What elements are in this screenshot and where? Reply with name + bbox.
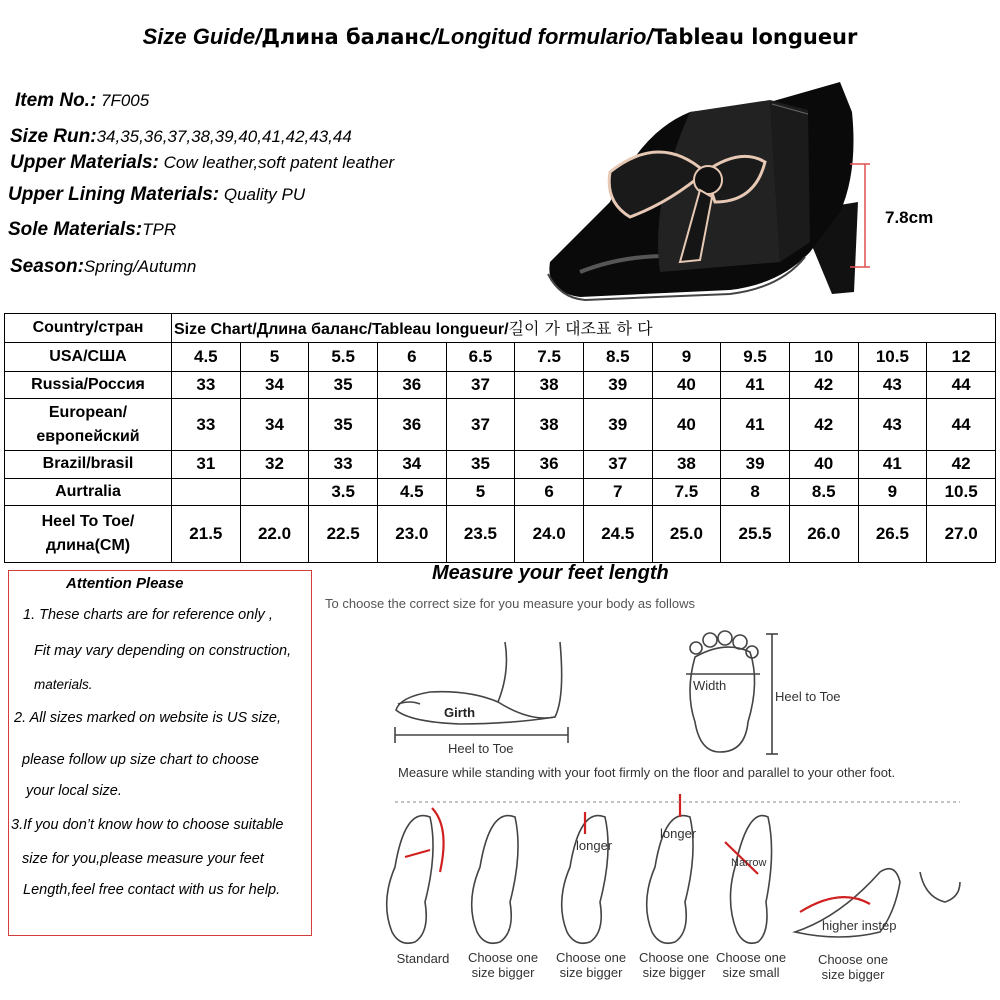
country-cell: Heel To Toe/длина(CM)	[5, 506, 172, 563]
size-cell: 36	[377, 399, 446, 450]
season: Season:Spring/Autumn	[10, 256, 197, 277]
measure-subtitle: To choose the correct size for you measure your body as follows	[325, 596, 695, 611]
size-cell: 7	[583, 478, 652, 506]
size-cell: 9.5	[721, 342, 790, 371]
size-cell: 24.0	[515, 506, 584, 563]
caption-standard: Standard	[396, 951, 450, 966]
attention-line: Fit may vary depending on construction,	[34, 643, 292, 659]
size-cell: 41	[721, 399, 790, 450]
size-cell: 38	[515, 371, 584, 399]
size-cell: 40	[652, 371, 721, 399]
heel-to-toe-top-label: Heel to Toe	[775, 689, 841, 704]
size-cell: 41	[721, 371, 790, 399]
size-run: Size Run:34,35,36,37,38,39,40,41,42,43,44	[10, 126, 352, 147]
attention-line: 1. These charts are for reference only ,	[23, 607, 273, 623]
size-cell: 27.0	[927, 506, 996, 563]
table-row	[5, 478, 996, 506]
size-cell: 32	[240, 450, 309, 478]
country-cell: Aurtralia	[5, 478, 172, 506]
size-cell: 8.5	[789, 478, 858, 506]
size-cell: 10.5	[927, 478, 996, 506]
size-cell: 12	[927, 342, 996, 371]
size-cell: 9	[652, 342, 721, 371]
measure-title: Measure your feet length	[432, 562, 669, 584]
size-cell: 42	[789, 399, 858, 450]
size-cell: 25.5	[721, 506, 790, 563]
caption-choose-bigger: Choose one size bigger	[817, 952, 889, 982]
size-cell: 24.5	[583, 506, 652, 563]
caption-choose-bigger: Choose one size bigger	[555, 950, 627, 980]
table-row	[5, 450, 996, 478]
size-cell: 4.5	[377, 478, 446, 506]
size-cell: 6.5	[446, 342, 515, 371]
size-cell: 39	[721, 450, 790, 478]
size-cell: 22.0	[240, 506, 309, 563]
size-cell: 39	[583, 371, 652, 399]
size-cell: 36	[377, 371, 446, 399]
caption-choose-small: Choose one size small	[715, 950, 787, 980]
size-cell: 23.0	[377, 506, 446, 563]
size-cell: 35	[309, 371, 378, 399]
size-cell: 3.5	[309, 478, 378, 506]
upper-lining-materials: Upper Lining Materials: Quality PU	[8, 184, 306, 205]
width-label: Width	[693, 678, 727, 693]
size-cell: 21.5	[172, 506, 241, 563]
size-cell: 40	[789, 450, 858, 478]
size-cell: 42	[789, 371, 858, 399]
caption-choose-bigger: Choose one size bigger	[467, 950, 539, 980]
size-cell: 37	[446, 371, 515, 399]
size-guide-title: Size Guide/Длина баланс/Longitud formulario/Tableau longueur	[142, 24, 858, 49]
size-cell: 44	[927, 399, 996, 450]
attention-line: Length,feel free contact with us for help.	[23, 882, 281, 898]
attention-line: your local size.	[26, 783, 122, 799]
sole-materials: Sole Materials:TPR	[8, 219, 177, 240]
size-cell: 37	[583, 450, 652, 478]
table-row	[5, 506, 996, 563]
size-cell: 36	[515, 450, 584, 478]
size-cell: 22.5	[309, 506, 378, 563]
attention-box	[8, 570, 312, 936]
size-cell: 5	[240, 342, 309, 371]
table-row	[5, 342, 996, 371]
heel-height-label: 7.8cm	[885, 208, 934, 227]
country-cell: USA/США	[5, 342, 172, 371]
size-cell: 44	[927, 371, 996, 399]
caption-choose-bigger: Choose one size bigger	[638, 950, 710, 980]
size-cell: 43	[858, 371, 927, 399]
attention-line: materials.	[34, 677, 93, 692]
size-cell: 26.0	[789, 506, 858, 563]
longer-label: longer	[576, 838, 613, 853]
size-cell: 6	[377, 342, 446, 371]
size-cell: 6	[515, 478, 584, 506]
table-row	[5, 399, 996, 450]
size-cell: 7.5	[652, 478, 721, 506]
size-cell: 38	[515, 399, 584, 450]
country-cell: Russia/Россия	[5, 371, 172, 399]
size-cell: 9	[858, 478, 927, 506]
size-cell: 23.5	[446, 506, 515, 563]
size-chart-table	[4, 313, 996, 563]
size-cell: 33	[172, 371, 241, 399]
country-cell: European/европейский	[5, 399, 172, 450]
item-number: Item No.: 7F005	[15, 90, 150, 111]
size-cell: 10.5	[858, 342, 927, 371]
size-cell: 34	[377, 450, 446, 478]
heel-to-toe-side-label: Heel to Toe	[448, 741, 514, 756]
size-cell: 34	[240, 399, 309, 450]
size-cell: 35	[446, 450, 515, 478]
attention-line: 2. All sizes marked on website is US size,	[14, 710, 282, 726]
size-cell: 8.5	[583, 342, 652, 371]
size-cell: 31	[172, 450, 241, 478]
size-cell: 34	[240, 371, 309, 399]
table-row	[5, 371, 996, 399]
size-cell	[240, 478, 309, 506]
size-cell: 5.5	[309, 342, 378, 371]
size-cell: 42	[927, 450, 996, 478]
size-cell: 33	[172, 399, 241, 450]
size-cell	[172, 478, 241, 506]
header-size-chart: Size Chart/Длина баланс/Tableau longueur/길이 가 대조표 하 다	[172, 314, 996, 343]
size-cell: 7.5	[515, 342, 584, 371]
size-cell: 8	[721, 478, 790, 506]
country-cell: Brazil/brasil	[5, 450, 172, 478]
longer-label: longer	[660, 826, 697, 841]
measure-note: Measure while standing with your foot firmly on the floor and parallel to your other foot.	[398, 765, 896, 780]
higher-instep-label: higher instep	[822, 918, 897, 933]
size-cell: 35	[309, 399, 378, 450]
size-cell: 25.0	[652, 506, 721, 563]
size-cell: 5	[446, 478, 515, 506]
attention-line: please follow up size chart to choose	[22, 752, 259, 768]
size-cell: 43	[858, 399, 927, 450]
girth-label: Girth	[444, 705, 476, 720]
size-cell: 40	[652, 399, 721, 450]
size-cell: 41	[858, 450, 927, 478]
size-cell: 33	[309, 450, 378, 478]
size-cell: 39	[583, 399, 652, 450]
attention-line: 3.If you don’t know how to choose suitable	[11, 817, 284, 833]
size-cell: 10	[789, 342, 858, 371]
attention-title: Attention Please	[66, 575, 184, 592]
foot-measure-diagram	[320, 612, 1000, 1000]
size-cell: 38	[652, 450, 721, 478]
shoe-image	[540, 52, 880, 302]
size-cell: 26.5	[858, 506, 927, 563]
upper-materials: Upper Materials: Cow leather,soft patent leather	[10, 152, 395, 173]
attention-line: size for you,please measure your feet	[22, 851, 264, 867]
size-cell: 4.5	[172, 342, 241, 371]
size-cell: 37	[446, 399, 515, 450]
header-country: Country/стран	[5, 314, 172, 343]
narrow-label: Narrow	[731, 857, 767, 869]
table-header-row	[5, 314, 996, 343]
